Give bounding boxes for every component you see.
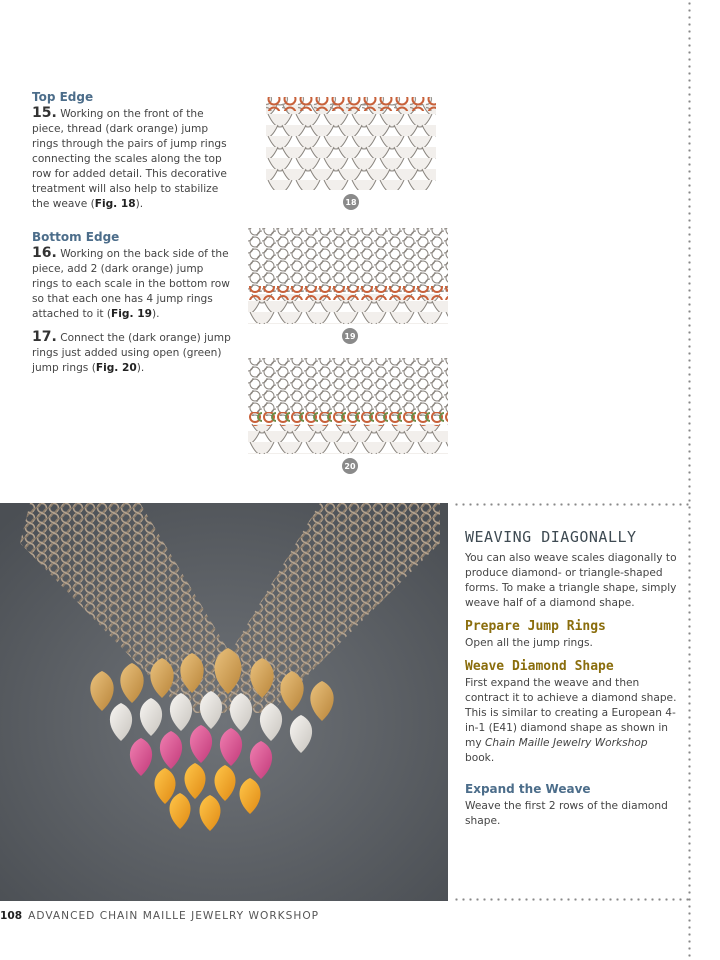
weave-diamond-shape-heading: Weave Diamond Shape bbox=[465, 659, 614, 674]
bottom-edge-section bbox=[32, 230, 232, 376]
figure-20 bbox=[248, 354, 448, 471]
figure-19-diagram bbox=[248, 224, 448, 324]
step-17-number: 17. bbox=[32, 329, 57, 345]
weave-diamond-shape-text: First expand the weave and then contract it to achieve a diamond shape. This is similar to creating a European 4-in-1 (E41) diamond shape as shown in my Chain Maille Jewelry Workshop book. bbox=[465, 677, 677, 764]
book-title-reference: Chain Maille Jewelry Workshop bbox=[484, 737, 648, 749]
necklace-photo bbox=[0, 503, 448, 901]
necklace-illustration bbox=[0, 503, 448, 901]
figure-20-diagram bbox=[248, 354, 448, 454]
figure-19-badge: 19 bbox=[342, 328, 358, 344]
bottom-edge-heading: Bottom Edge bbox=[32, 230, 120, 244]
fig-20-ref: Fig. 20 bbox=[95, 362, 137, 374]
step-15-number: 15. bbox=[32, 105, 57, 121]
figure-18-diagram bbox=[266, 92, 436, 190]
page-number: 108 bbox=[0, 910, 23, 922]
prepare-jump-rings-text: Open all the jump rings. bbox=[465, 637, 593, 649]
vertical-dotted-rule bbox=[688, 0, 691, 960]
figure-19 bbox=[248, 224, 448, 341]
fig-19-ref: Fig. 19 bbox=[111, 308, 152, 320]
step-16-number: 16. bbox=[32, 245, 57, 261]
figure-18-badge: 18 bbox=[343, 194, 359, 210]
expand-the-weave-text: Weave the first 2 rows of the diamond shape. bbox=[465, 800, 668, 827]
prepare-jump-rings-heading: Prepare Jump Rings bbox=[465, 619, 606, 634]
book-title: ADVANCED CHAIN MAILLE JEWELRY WORKSHOP bbox=[28, 910, 320, 922]
weaving-diagonally-sidebar bbox=[465, 530, 677, 829]
figure-20-badge: 20 bbox=[342, 458, 358, 474]
sidebar-bottom-dotted-rule bbox=[453, 898, 689, 901]
sidebar-intro: You can also weave scales diagonally to produce diamond- or triangle-shaped forms. To make a triangle shape, simply weave half of a diamond shape. bbox=[465, 552, 677, 609]
fig-18-ref: Fig. 18 bbox=[94, 198, 136, 210]
sidebar-title: WEAVING DIAGONALLY bbox=[465, 528, 637, 546]
expand-the-weave-heading: Expand the Weave bbox=[465, 782, 591, 796]
step-15-text: 15. Working on the front of the piece, thread (dark orange) jump rings through the pairs of jump rings connecting the scales along the top row for added detail. This decorative treatment will also help to stabilize the weave (Fig. 18). bbox=[32, 105, 227, 210]
step-16-text: 16. Working on the back side of the piece, add 2 (dark orange) jump rings to each scale in the bottom row so that each one has 4 jump rings attached to it (Fig. 19). bbox=[32, 245, 230, 320]
step-17-text: 17. Connect the (dark orange) jump rings just added using open (green) jump rings (Fig. 20). bbox=[32, 329, 231, 374]
top-edge-section bbox=[32, 90, 232, 212]
top-edge-heading: Top Edge bbox=[32, 90, 94, 104]
page-footer bbox=[0, 910, 319, 922]
sidebar-top-dotted-rule bbox=[453, 503, 689, 506]
figure-18 bbox=[266, 92, 436, 207]
